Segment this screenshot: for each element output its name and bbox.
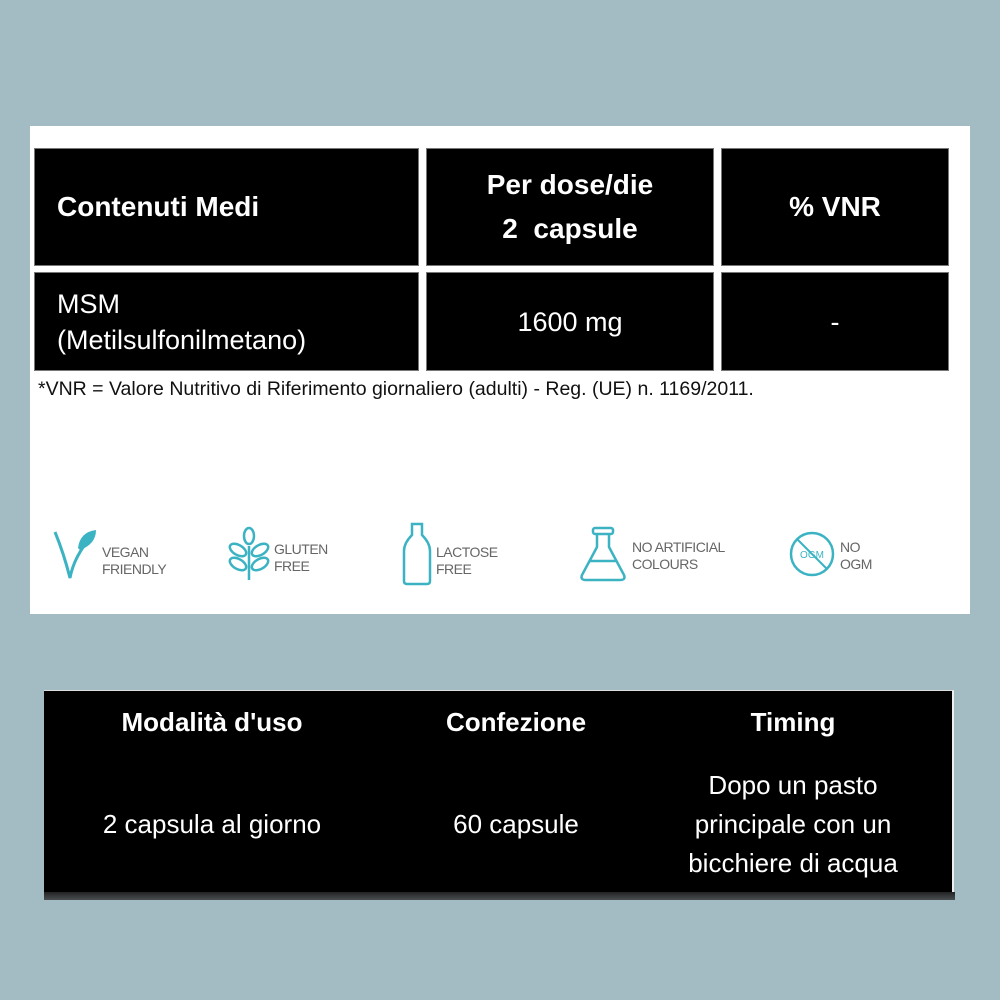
header-per-dose [427,149,713,265]
ingredient-name: MSM [57,288,120,319]
no-ogm-icon [788,530,836,578]
column-confezione [380,691,652,893]
column-header: Timing [750,707,836,737]
vnr-value: - [830,306,840,337]
table-row-vnr [722,273,948,370]
usage-table-shadow [44,892,955,900]
header-label: 2 capsule [502,213,638,244]
header-label: Per dose/die [486,169,654,200]
milk-bottle-icon [402,521,432,587]
column-modalita [44,691,380,893]
header-contenuti-medi [35,149,418,265]
per-dose-value: 1600 mg [517,306,623,337]
badge-label: OGM [840,556,872,572]
vegan-leaf-icon [52,526,98,582]
svg-text:OGM: OGM [800,550,824,561]
badge-label: NO ARTIFICIAL [632,539,725,555]
column-value: Dopo un pasto [708,770,878,800]
table-row-per-dose [427,273,713,370]
column-header: Confezione [445,707,587,737]
badge-no-ogm [788,514,872,594]
badge-label: FREE [436,561,472,577]
badge-label: LACTOSE [436,544,498,560]
badge-vegan [52,514,166,594]
column-value: bicchiere di acqua [688,848,898,878]
column-value: principale con un [694,809,892,839]
header-label: Contenuti Medi [57,191,260,222]
table-row-ingredient-name [35,273,418,370]
wheat-icon [228,526,270,582]
column-header: Modalità d'uso [121,707,303,737]
badge-lactose-free [402,514,498,594]
badge-no-artificial-colours [578,514,725,594]
flask-icon [578,525,628,583]
ingredient-fullname: (Metilsulfonilmetano) [57,324,307,355]
column-value: 2 capsula al giorno [102,809,322,839]
column-timing [652,691,934,893]
badge-gluten-free [228,514,328,594]
badge-label: NO [840,539,860,555]
column-value: 60 capsule [453,809,579,839]
badge-label: FRIENDLY [102,561,167,577]
badge-label: COLOURS [632,556,698,572]
vnr-footnote: *VNR = Valore Nutritivo di Riferimento giornaliero (adulti) - Reg. (UE) n. 1169/2011. [38,378,754,400]
badge-label: FREE [274,558,310,574]
nutrition-panel [30,126,970,614]
header-vnr [722,149,948,265]
usage-table [44,690,954,893]
badge-label: GLUTEN [274,541,328,557]
header-label: % VNR [789,191,881,222]
badge-label: VEGAN [102,544,149,560]
